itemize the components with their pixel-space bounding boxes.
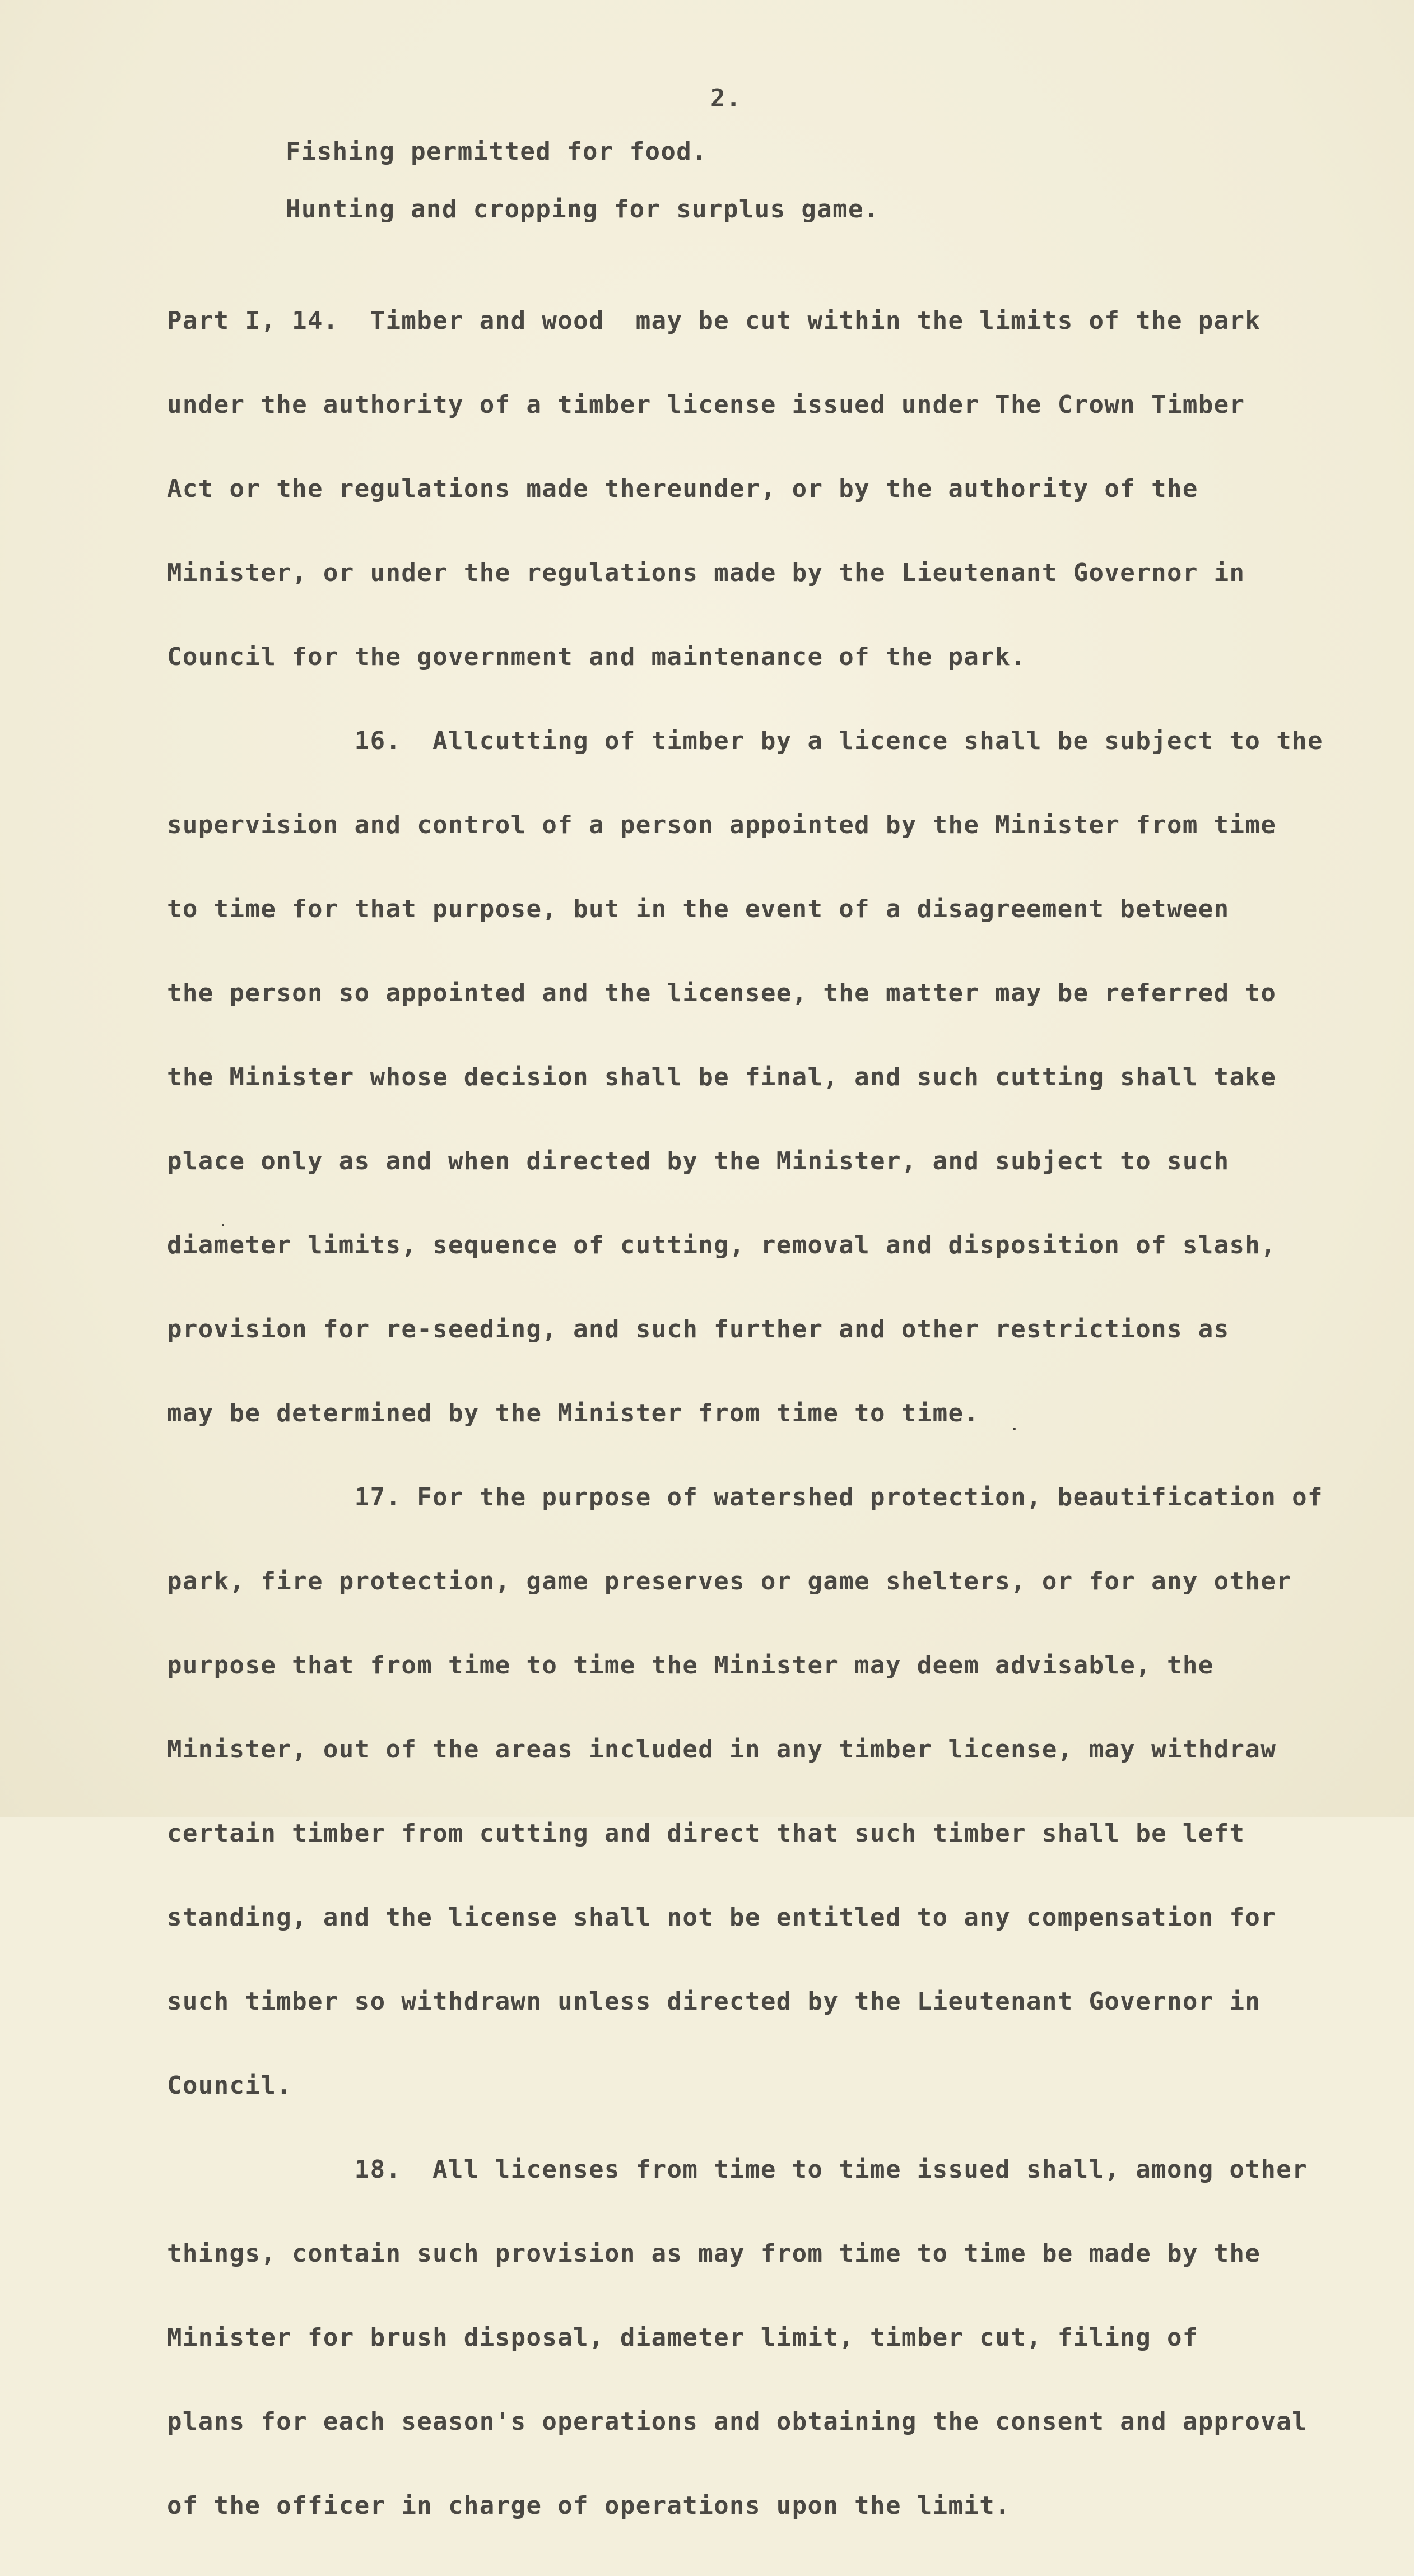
text-line: Act or the regulations made thereunder, or by the authority of the xyxy=(167,475,1198,503)
text-line: place only as and when directed by the Minister, and subject to such xyxy=(167,1147,1230,1175)
text-line: provision for re-seeding, and such further and other restrictions as xyxy=(167,1315,1230,1343)
paper-speck xyxy=(222,1224,224,1226)
text-line: Council for the government and maintenance of the park. xyxy=(167,643,1026,671)
text-line: standing, and the license shall not be entitled to any compensation for xyxy=(167,1903,1277,1932)
text-line: to time for that purpose, but in the event of a disagreement between xyxy=(167,895,1230,923)
text-line: Council. xyxy=(167,2071,292,2100)
text-line: things, contain such provision as may from time to time be made by the xyxy=(167,2239,1261,2268)
text-line: of the officer in charge of operations upon the limit. xyxy=(167,2491,1011,2520)
text-line: park, fire protection, game preserves or game shelters, or for any other xyxy=(167,1567,1292,1596)
text-line: Part I, 14. Timber and wood may be cut within the limits of the park xyxy=(167,306,1261,335)
body-text xyxy=(167,251,1323,2576)
text-line: Minister, or under the regulations made by the Lieutenant Governor in xyxy=(167,559,1245,587)
text-line: 17. For the purpose of watershed protection, beautification of xyxy=(167,1483,1323,1512)
text-line: may be determined by the Minister from time to time. xyxy=(167,1399,980,1428)
text-line: under the authority of a timber license issued under The Crown Timber xyxy=(167,390,1245,419)
text-line: 18. All licenses from time to time issued shall, among other xyxy=(167,2155,1308,2184)
text-line: diameter limits, sequence of cutting, removal and disposition of slash, xyxy=(167,1231,1277,1259)
text-line: plans for each season's operations and obtaining the consent and approval xyxy=(167,2407,1308,2436)
text-line: supervision and control of a person appointed by the Minister from time xyxy=(167,811,1277,839)
text-line: 16. Allcutting of timber by a licence shall be subject to the xyxy=(167,727,1323,755)
text-line: the person so appointed and the licensee, the matter may be referred to xyxy=(167,979,1277,1007)
heading-fishing: Fishing permitted for food. xyxy=(286,137,708,166)
text-line: Minister for brush disposal, diameter limit, timber cut, filing of xyxy=(167,2323,1198,2352)
text-line: such timber so withdrawn unless directed by the Lieutenant Governor in xyxy=(167,1987,1261,2016)
text-line: the Minister whose decision shall be final, and such cutting shall take xyxy=(167,1063,1277,1091)
text-line: purpose that from time to time the Minister may deem advisable, the xyxy=(167,1651,1214,1680)
text-line: Minister, out of the areas included in any timber license, may withdraw xyxy=(167,1735,1277,1764)
text-line: certain timber from cutting and direct that such timber shall be left xyxy=(167,1819,1245,1848)
page-number: 2. xyxy=(710,84,742,113)
paper-speck xyxy=(1013,1428,1016,1430)
heading-hunting: Hunting and cropping for surplus game. xyxy=(286,195,880,224)
